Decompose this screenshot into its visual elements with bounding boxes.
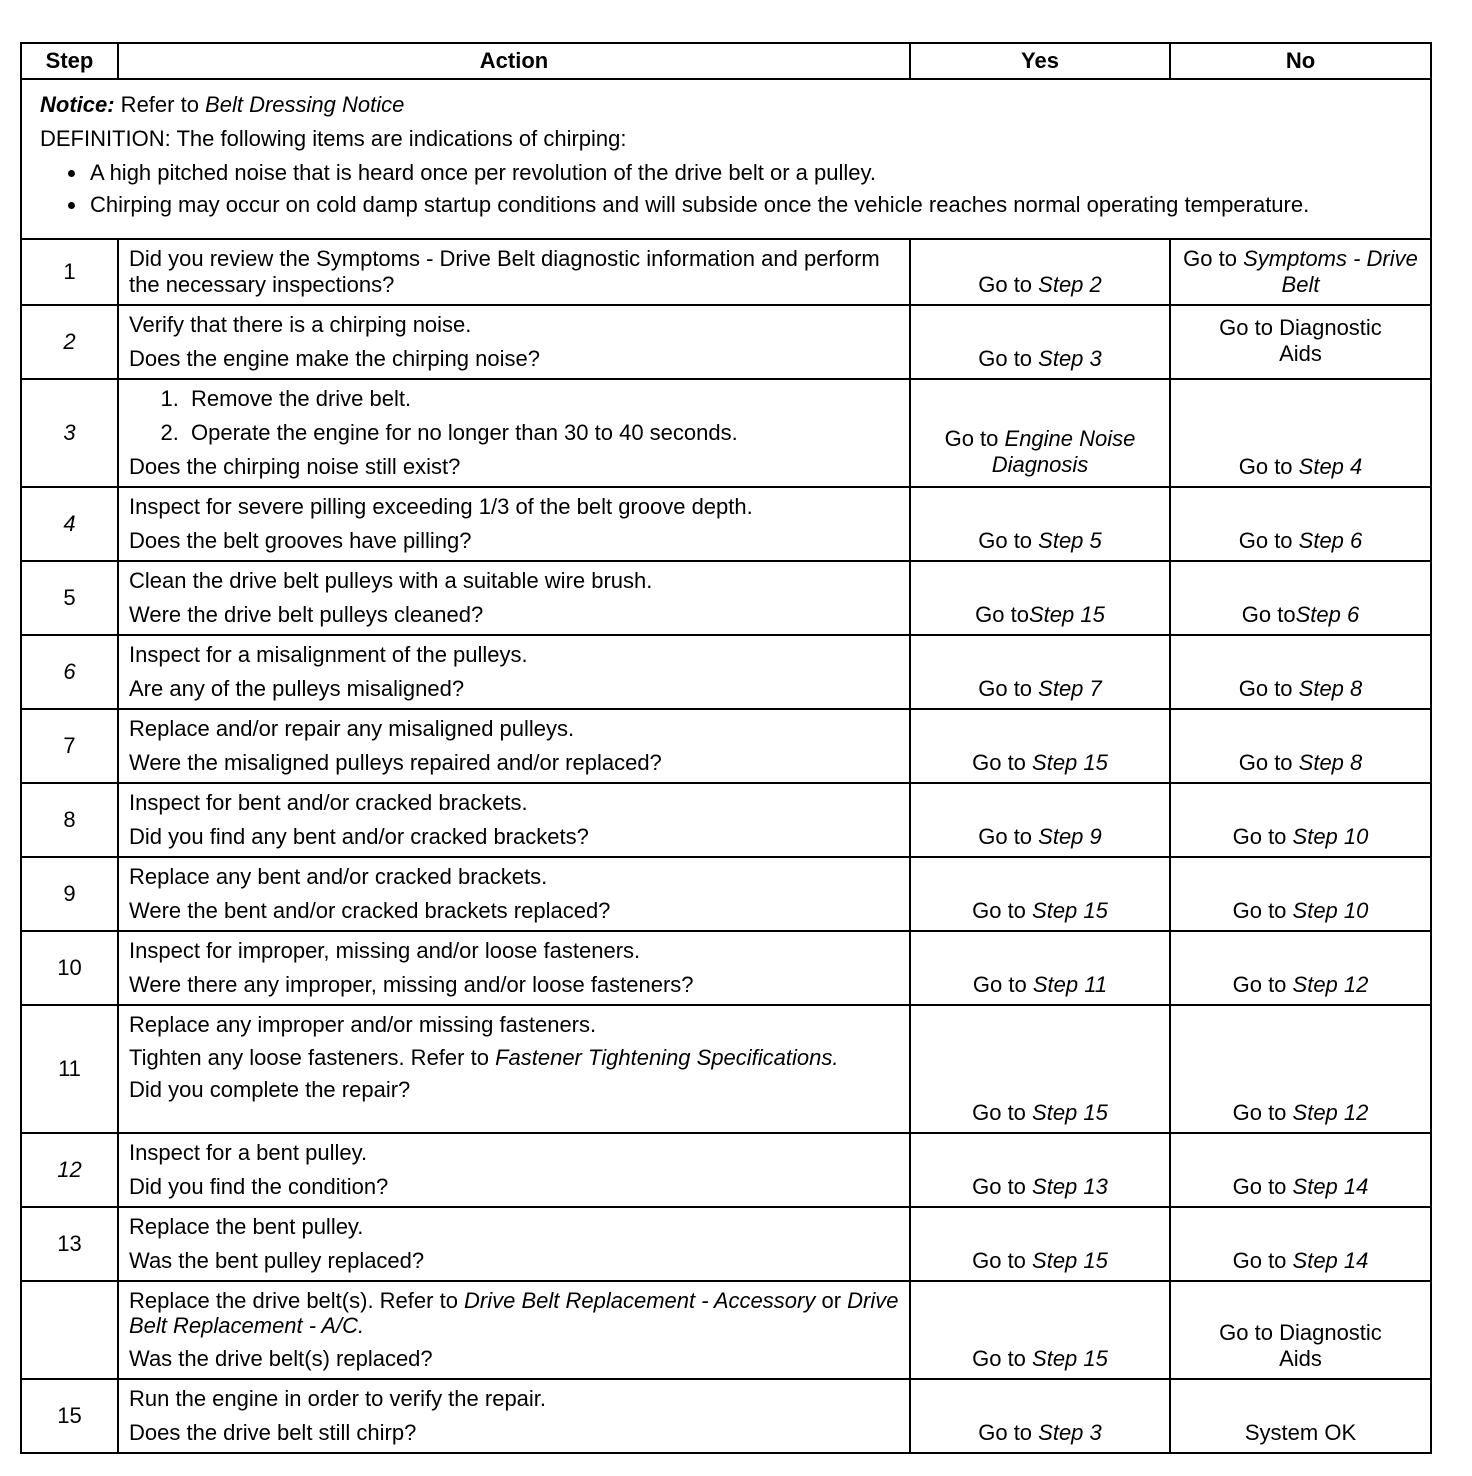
no-cell (1170, 561, 1431, 635)
yes-link[interactable]: Step 3 (1038, 1420, 1102, 1445)
table-row (21, 1005, 1431, 1133)
notice-line (40, 92, 1412, 118)
no-text[interactable]: Go to Diagnostic Aids (1219, 315, 1382, 366)
yes-prefix: Go to (978, 528, 1039, 553)
action-text: Replace any bent and/or cracked brackets. (129, 864, 548, 889)
table-row (21, 239, 1431, 305)
no-link[interactable]: Step 10 (1292, 824, 1369, 849)
no-link[interactable]: Step 8 (1298, 750, 1363, 775)
action-text (129, 1046, 899, 1069)
no-cell (1170, 1207, 1431, 1281)
definition-text: DEFINITION: The following items are indications of chirping: (40, 126, 627, 151)
action-question: Were the drive belt pulleys cleaned? (129, 602, 484, 627)
yes-prefix: Go to (975, 602, 1029, 627)
yes-prefix: Go to (978, 824, 1039, 849)
step-number (21, 1281, 118, 1379)
no-text: System OK (1244, 1420, 1357, 1445)
yes-cell (910, 305, 1170, 379)
yes-cell (910, 635, 1170, 709)
yes-link[interactable]: Engine Noise Diagnosis (991, 426, 1136, 477)
action-question: Was the bent pulley replaced? (129, 1248, 425, 1273)
yes-link[interactable]: Step 7 (1038, 676, 1102, 701)
yes-cell (910, 1005, 1170, 1133)
action-text: Inspect for bent and/or cracked brackets. (129, 790, 528, 815)
action-cell (118, 709, 910, 783)
step-number: 4 (21, 487, 118, 561)
action-question: Does the drive belt still chirp? (129, 1420, 417, 1445)
header-step: Step (21, 43, 118, 79)
step-number: 3 (21, 379, 118, 487)
no-cell (1170, 1379, 1431, 1453)
action-text: Inspect for severe pilling exceeding 1/3 of the belt groove depth. (129, 494, 753, 519)
header-action: Action (118, 43, 910, 79)
table-row (21, 709, 1431, 783)
no-text[interactable]: Go to Diagnostic Aids (1219, 1320, 1382, 1371)
action-list-item: 1. Remove the drive belt. (185, 386, 899, 412)
yes-link[interactable]: Step 9 (1038, 824, 1102, 849)
action-link[interactable]: Drive Belt Replacement - Accessory (464, 1288, 816, 1313)
no-prefix: Go to (1232, 1174, 1293, 1199)
no-cell (1170, 1133, 1431, 1207)
step-number: 9 (21, 857, 118, 931)
no-prefix: Go to (1232, 1248, 1293, 1273)
action-list (129, 386, 899, 446)
yes-link[interactable]: Step 5 (1038, 528, 1102, 553)
no-cell (1170, 1281, 1431, 1379)
action-cell (118, 857, 910, 931)
yes-prefix: Go to (972, 750, 1033, 775)
yes-link[interactable]: Step 15 (1028, 602, 1105, 627)
yes-cell (910, 1379, 1170, 1453)
yes-prefix: Go to (972, 898, 1033, 923)
table-row (21, 857, 1431, 931)
action-cell (118, 1207, 910, 1281)
no-link[interactable]: Step 12 (1292, 1100, 1369, 1125)
action-question: Does the belt grooves have pilling? (129, 528, 472, 553)
definition-bullet: • Chirping may occur on cold damp startup conditions and will subside once the vehicle reaches normal operating temperature. (88, 192, 1412, 218)
yes-link[interactable]: Step 3 (1038, 346, 1102, 371)
no-link[interactable]: Step 14 (1292, 1174, 1369, 1199)
yes-cell (910, 931, 1170, 1005)
table-row (21, 379, 1431, 487)
yes-prefix: Go to (972, 1174, 1033, 1199)
yes-prefix: Go to (972, 1100, 1033, 1125)
action-cell (118, 635, 910, 709)
action-text (129, 1288, 899, 1338)
no-prefix: Go to (1232, 972, 1293, 997)
action-question: Did you find the condition? (129, 1174, 389, 1199)
action-text: Replace the bent pulley. (129, 1214, 364, 1239)
no-prefix: Go to (1232, 824, 1293, 849)
no-cell (1170, 783, 1431, 857)
yes-prefix: Go to (972, 972, 1033, 997)
action-link[interactable]: Fastener Tightening Specifications. (495, 1045, 839, 1070)
yes-link[interactable]: Step 15 (1032, 750, 1108, 775)
action-cell (118, 561, 910, 635)
yes-prefix: Go to (972, 1248, 1033, 1273)
no-link[interactable]: Step 8 (1298, 676, 1363, 701)
notice-text: Refer to (114, 92, 206, 117)
yes-prefix: Go to (978, 676, 1039, 701)
diagnostic-table (20, 42, 1432, 1454)
no-prefix: Go to (1241, 602, 1296, 627)
step-number: 15 (21, 1379, 118, 1453)
yes-prefix: Go to (972, 1346, 1033, 1371)
action-text: Replace and/or repair any misaligned pulleys. (129, 716, 575, 741)
action-text: Run the engine in order to verify the repair. (129, 1386, 547, 1411)
no-prefix: Go to (1183, 246, 1244, 271)
action-cell (118, 1379, 910, 1453)
yes-link[interactable]: Step 15 (1032, 898, 1108, 923)
action-cell (118, 1281, 910, 1379)
no-cell (1170, 1005, 1431, 1133)
yes-cell (910, 1207, 1170, 1281)
no-cell (1170, 635, 1431, 709)
action-question: Were the bent and/or cracked brackets replaced? (129, 898, 611, 923)
yes-prefix: Go to (978, 272, 1039, 297)
action-question: Does the engine make the chirping noise? (129, 346, 540, 371)
no-prefix: Go to (1238, 528, 1299, 553)
no-prefix: Go to (1232, 898, 1293, 923)
action-link[interactable]: Drive Belt Replacement - A/C. (129, 1288, 899, 1338)
action-list-item: 2. Operate the engine for no longer than 30 to 40 seconds. (185, 420, 899, 446)
no-link[interactable]: Step 12 (1292, 972, 1369, 997)
yes-link[interactable]: Step 2 (1038, 272, 1102, 297)
notice-link[interactable]: Belt Dressing Notice (205, 92, 405, 117)
table-row (21, 305, 1431, 379)
action-text: Clean the drive belt pulleys with a suitable wire brush. (129, 568, 653, 593)
table-row (21, 1379, 1431, 1453)
no-prefix: Go to (1238, 750, 1299, 775)
table-row (21, 783, 1431, 857)
no-link[interactable]: Symptoms - Drive Belt (1243, 246, 1418, 297)
action-cell (118, 305, 910, 379)
notice-row (21, 79, 1431, 239)
action-cell (118, 783, 910, 857)
action-text: Inspect for a misalignment of the pulleys. (129, 642, 528, 667)
no-cell (1170, 487, 1431, 561)
no-cell (1170, 305, 1431, 379)
yes-cell (910, 239, 1170, 305)
step-number: 12 (21, 1133, 118, 1207)
table-row (21, 561, 1431, 635)
table-row (21, 931, 1431, 1005)
header-yes: Yes (910, 43, 1170, 79)
no-cell (1170, 239, 1431, 305)
notice-cell (21, 79, 1431, 239)
action-text: Inspect for a bent pulley. (129, 1140, 368, 1165)
no-link[interactable]: Step 6 (1298, 528, 1363, 553)
action-question: Are any of the pulleys misaligned? (129, 676, 465, 701)
action-prefix: Replace the drive belt(s). Refer to (129, 1288, 465, 1313)
action-question: Were there any improper, missing and/or loose fasteners? (129, 972, 694, 997)
yes-prefix: Go to (978, 346, 1039, 371)
no-prefix: Go to (1238, 454, 1299, 479)
yes-link[interactable]: Step 15 (1032, 1346, 1108, 1371)
action-question: Did you find any bent and/or cracked brackets? (129, 824, 589, 849)
yes-link[interactable]: Step 11 (1032, 972, 1108, 997)
header-no: No (1170, 43, 1431, 79)
action-question: Were the misaligned pulleys repaired and/or replaced? (129, 750, 662, 775)
definition-bullet: • A high pitched noise that is heard once per revolution of the drive belt or a pulley. (88, 160, 1412, 186)
step-number: 10 (21, 931, 118, 1005)
table-row (21, 1207, 1431, 1281)
step-number: 1 (21, 239, 118, 305)
action-prefix: Tighten any loose fasteners. Refer to (129, 1045, 496, 1070)
no-prefix: Go to (1232, 1100, 1293, 1125)
yes-link[interactable]: Step 15 (1032, 1248, 1108, 1273)
definition-list (40, 160, 1412, 218)
action-cell (118, 239, 910, 305)
action-cell (118, 931, 910, 1005)
no-link[interactable]: Step 6 (1295, 602, 1360, 627)
no-link[interactable]: Step 14 (1292, 1248, 1369, 1273)
yes-cell (910, 487, 1170, 561)
yes-cell (910, 783, 1170, 857)
action-cell (118, 487, 910, 561)
diagnostic-table-container (20, 42, 1430, 1454)
step-number: 13 (21, 1207, 118, 1281)
step-number: 6 (21, 635, 118, 709)
step-number: 8 (21, 783, 118, 857)
yes-cell (910, 709, 1170, 783)
yes-prefix: Go to (978, 1420, 1039, 1445)
no-link[interactable]: Step 4 (1298, 454, 1363, 479)
action-cell (118, 1005, 910, 1133)
table-row (21, 487, 1431, 561)
table-row (21, 1281, 1431, 1379)
yes-prefix: Go to (944, 426, 1005, 451)
action-question: Was the drive belt(s) replaced? (129, 1346, 433, 1371)
action-cell (118, 379, 910, 487)
no-prefix: Go to (1238, 676, 1299, 701)
yes-cell (910, 1281, 1170, 1379)
action-question: Does the chirping noise still exist? (129, 454, 461, 479)
table-row (21, 635, 1431, 709)
no-cell (1170, 379, 1431, 487)
step-number: 11 (21, 1005, 118, 1133)
yes-cell (910, 561, 1170, 635)
action-cell (118, 1133, 910, 1207)
yes-cell (910, 857, 1170, 931)
step-number: 7 (21, 709, 118, 783)
action-text: Replace any improper and/or missing fasteners. (129, 1012, 597, 1037)
no-link[interactable]: Step 10 (1292, 898, 1369, 923)
no-cell (1170, 709, 1431, 783)
no-cell (1170, 931, 1431, 1005)
action-text: Inspect for improper, missing and/or loose fasteners. (129, 938, 641, 963)
action-text: Verify that there is a chirping noise. (129, 312, 472, 337)
step-number: 5 (21, 561, 118, 635)
header-row (21, 43, 1431, 79)
table-row (21, 1133, 1431, 1207)
yes-link[interactable]: Step 15 (1032, 1100, 1108, 1125)
no-cell (1170, 857, 1431, 931)
yes-cell (910, 379, 1170, 487)
step-number: 2 (21, 305, 118, 379)
notice-label: Notice: (40, 92, 115, 117)
action-mid: or (815, 1288, 848, 1313)
action-question: Did you complete the repair? (129, 1077, 411, 1102)
action-text: Did you review the Symptoms - Drive Belt diagnostic information and perform the necessary inspections? (129, 246, 880, 297)
yes-cell (910, 1133, 1170, 1207)
yes-link[interactable]: Step 13 (1032, 1174, 1108, 1199)
